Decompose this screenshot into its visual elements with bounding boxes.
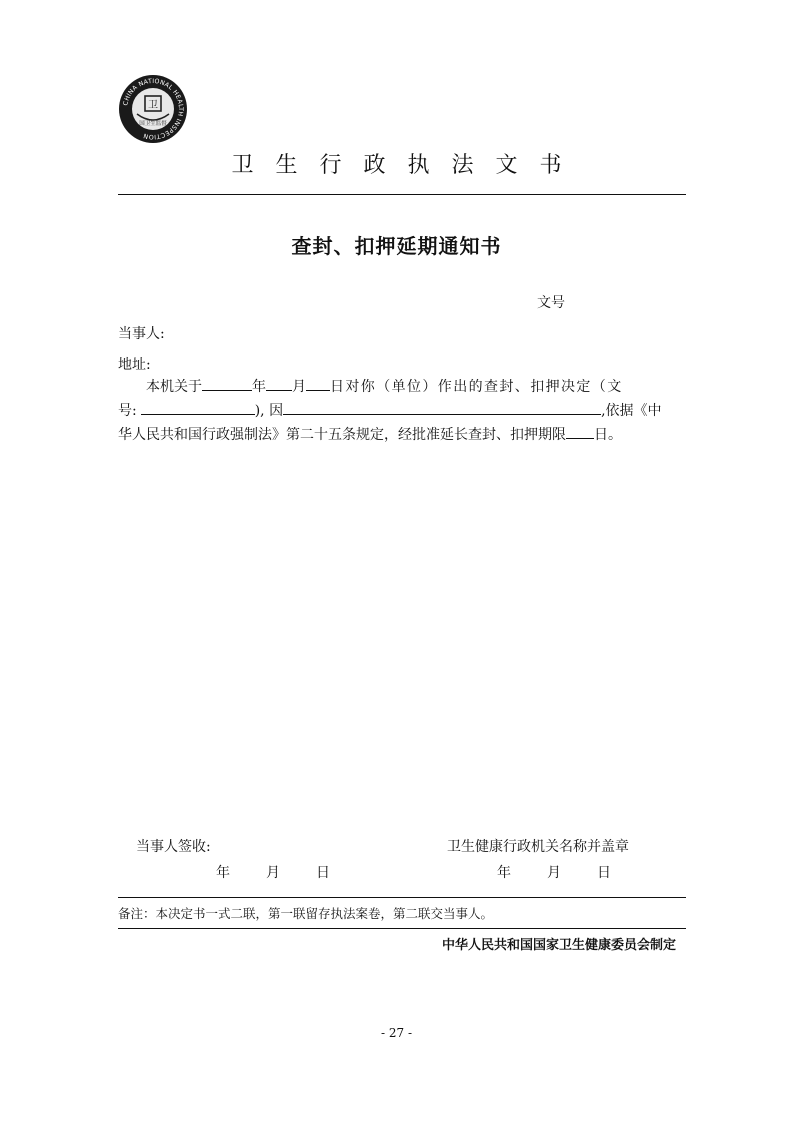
svg-text:CHINA NATIONAL HEALTH INSPECTI: CHINA NATIONAL HEALTH INSPECTION [122, 77, 185, 141]
body-text-intro: 本机关于 [146, 379, 202, 395]
date-year: 年 [216, 865, 230, 881]
body-text-month: 月 [292, 379, 306, 395]
body-text-decision: 日对你（单位）作出的查封、扣押决定（文 [330, 379, 623, 395]
page-number: - 27 - [380, 1026, 412, 1040]
header-divider [118, 194, 686, 195]
body-text-because: ), 因 [254, 403, 284, 419]
issuer-text: 中华人民共和国国家卫生健康委员会制定 [441, 938, 676, 953]
svg-text:卫: 卫 [148, 100, 158, 111]
authority-seal-label: 卫生健康行政机关名称并盖章 [447, 839, 629, 855]
month-blank[interactable] [266, 375, 292, 391]
party-label: 当事人: [118, 326, 165, 342]
remark-top-divider [118, 897, 686, 898]
date-day: 日 [597, 865, 611, 881]
document-number-label: 文号 [537, 295, 565, 311]
address-label: 地址: [118, 357, 151, 373]
year-blank[interactable] [202, 375, 252, 391]
body-text-year: 年 [252, 379, 266, 395]
day-blank[interactable] [306, 375, 330, 391]
reason-blank[interactable] [283, 399, 601, 415]
body-line-1 [118, 375, 688, 399]
body-text-basis: ,依据《中 [601, 403, 662, 419]
body-line-3 [118, 423, 688, 447]
date-day: 日 [316, 865, 330, 881]
remark-bottom-divider [118, 928, 686, 929]
days-blank[interactable] [566, 423, 594, 439]
date-month: 月 [547, 865, 561, 881]
header-title: 卫生行政执法文书 [231, 153, 584, 178]
body-line-2 [118, 399, 688, 423]
authority-seal-date [497, 862, 647, 882]
document-title: 查封、扣押延期通知书 [291, 234, 502, 258]
svg-text:国卫生监督: 国卫生监督 [139, 121, 167, 127]
date-year: 年 [497, 865, 511, 881]
party-signature-label: 当事人签收: [136, 839, 211, 855]
body-text-days: 日。 [594, 427, 622, 443]
body-paragraph [118, 375, 688, 447]
body-text-law: 华人民共和国行政强制法》第二十五条规定，经批准延长查封、扣押期限 [118, 427, 566, 443]
document-number-blank[interactable] [141, 399, 255, 415]
body-text-docno-prefix: 号: [118, 403, 137, 419]
date-month: 月 [266, 865, 280, 881]
party-signature-date [216, 862, 366, 882]
remark-note: 备注：本决定书一式二联，第一联留存执法案卷，第二联交当事人。 [118, 906, 494, 921]
national-health-emblem [118, 74, 188, 144]
